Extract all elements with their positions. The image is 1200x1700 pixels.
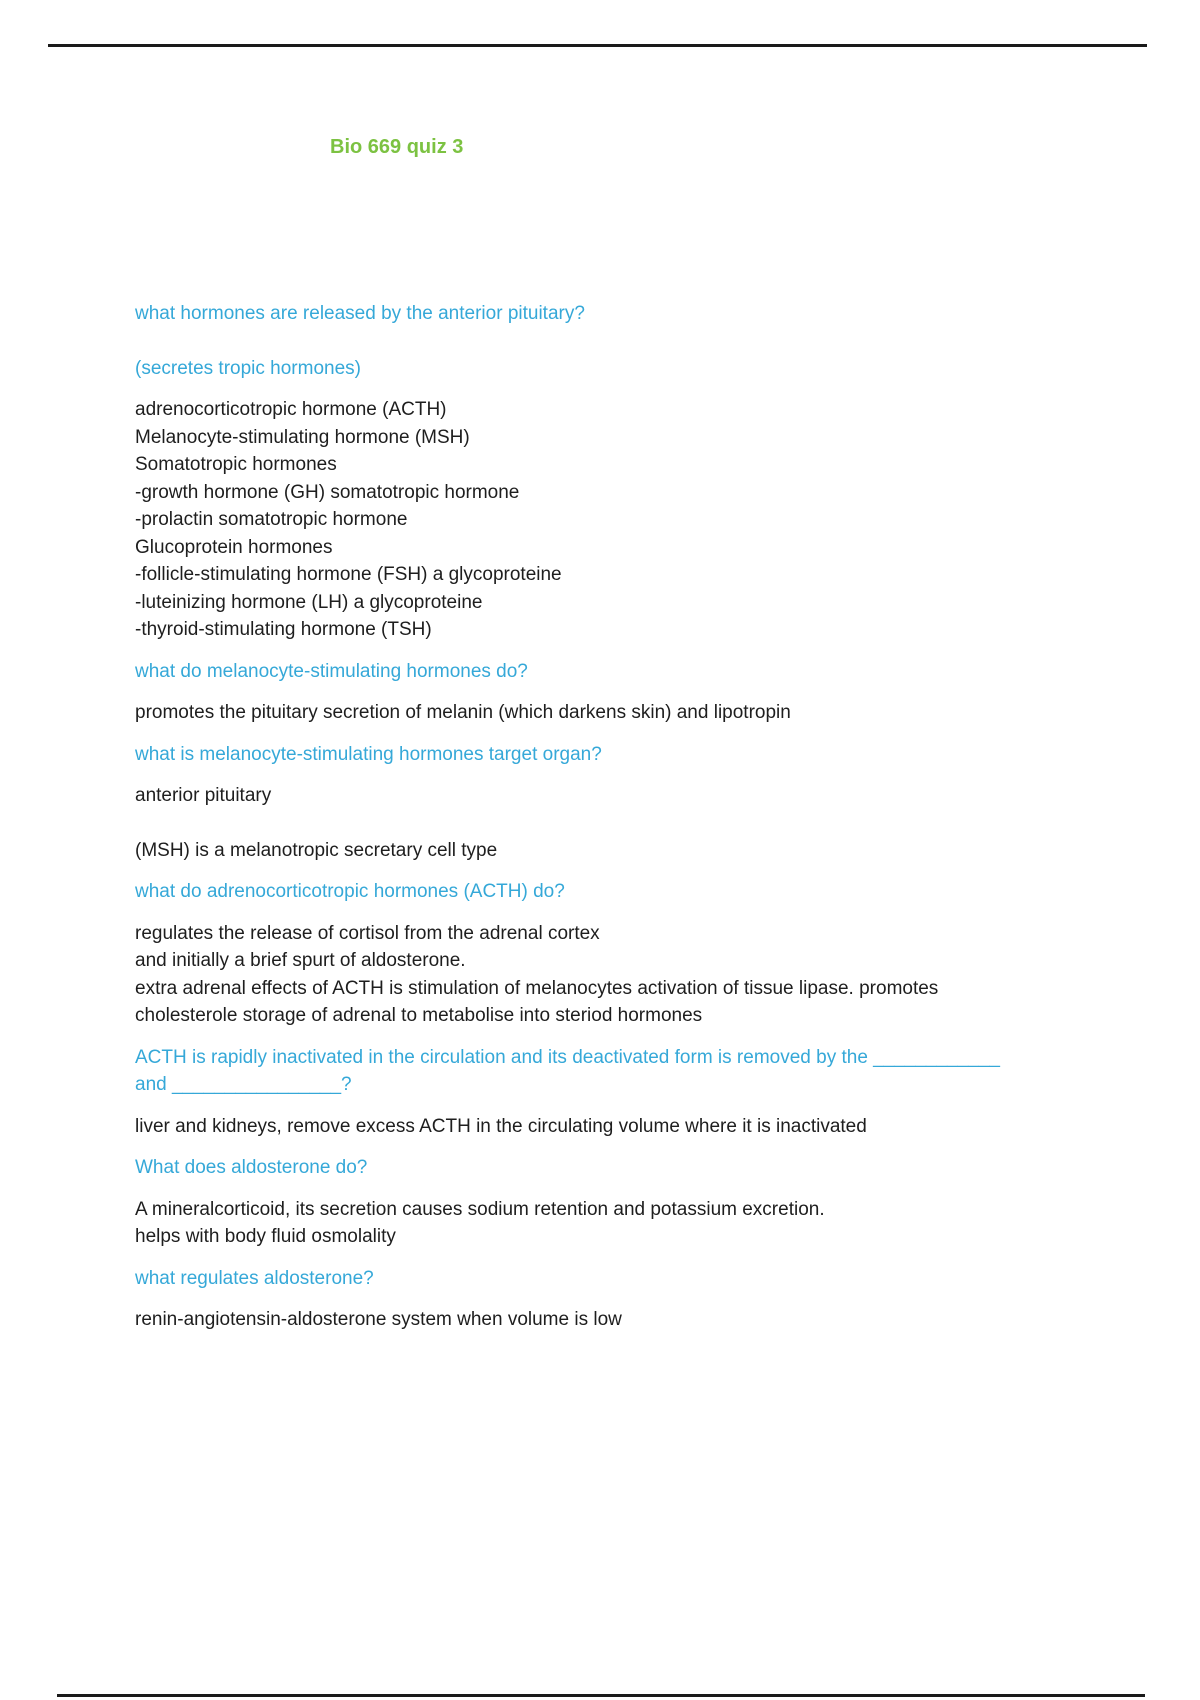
answer-line: anterior pituitary [135, 785, 272, 806]
answer-block [135, 1113, 1145, 1141]
answer-line: extra adrenal effects of ACTH is stimulation of melanocytes activation of tissue lipase. promotes [135, 977, 939, 999]
answer-line: promotes the pituitary secretion of melanin (which darkens skin) and lipotropin [135, 702, 791, 723]
answer-line: -prolactin somatotropic hormone [135, 509, 408, 530]
answer-block [135, 1196, 1145, 1251]
answer-block [135, 920, 1145, 1030]
question-line: and ________________? [135, 1074, 352, 1095]
question-block [135, 355, 1145, 383]
qa-content [135, 300, 1145, 1348]
question-block [135, 878, 1145, 906]
question-line: (secretes tropic hormones) [135, 357, 361, 379]
answer-block [135, 396, 1145, 644]
question-block [135, 1044, 1145, 1099]
answer-line: -growth hormone (GH) somatotropic hormone [135, 481, 520, 503]
answer-line: liver and kidneys, remove excess ACTH in the circulating volume where it is inactivated [135, 1115, 867, 1137]
question-line: what do adrenocorticotropic hormones (ACTH) do? [135, 881, 565, 902]
question-line: what is melanocyte-stimulating hormones target organ? [135, 743, 602, 765]
answer-line: helps with body fluid osmolality [135, 1226, 396, 1247]
answer-line: -follicle-stimulating hormone (FSH) a glycoproteine [135, 564, 562, 585]
bottom-rule [57, 1694, 1145, 1697]
question-line: What does aldosterone do? [135, 1157, 368, 1178]
document-title: Bio 669 quiz 3 [330, 136, 464, 158]
answer-block [135, 699, 1145, 727]
answer-line: cholesterole storage of adrenal to metabolise into steriod hormones [135, 1005, 703, 1026]
question-block [135, 1154, 1145, 1182]
question-line: what hormones are released by the anterior pituitary? [135, 303, 585, 324]
top-rule [48, 44, 1147, 47]
answer-line: and initially a brief spurt of aldosterone. [135, 950, 466, 971]
question-line: what do melanocyte-stimulating hormones do? [135, 660, 528, 682]
answer-line: regulates the release of cortisol from the adrenal cortex [135, 922, 600, 944]
question-line: what regulates aldosterone? [135, 1267, 374, 1289]
answer-block [135, 1306, 1145, 1334]
answer-line: A mineralcorticoid, its secretion causes sodium retention and potassium excretion. [135, 1198, 825, 1220]
answer-line: (MSH) is a melanotropic secretary cell type [135, 839, 498, 861]
answer-line: -thyroid-stimulating hormone (TSH) [135, 619, 432, 640]
answer-block [135, 837, 1145, 865]
question-block [135, 1265, 1145, 1293]
question-block [135, 741, 1145, 769]
answer-line: Melanocyte-stimulating hormone (MSH) [135, 426, 470, 448]
question-line: ACTH is rapidly inactivated in the circulation and its deactivated form is removed by the ____________ [135, 1046, 1000, 1068]
answer-line: Somatotropic hormones [135, 454, 337, 475]
answer-line: renin-angiotensin-aldosterone system when volume is low [135, 1309, 622, 1330]
answer-line: Glucoprotein hormones [135, 536, 333, 558]
answer-line: -luteinizing hormone (LH) a glycoproteine [135, 591, 483, 613]
answer-block [135, 782, 1145, 810]
question-block [135, 300, 1145, 328]
answer-line: adrenocorticotropic hormone (ACTH) [135, 399, 447, 420]
question-block [135, 658, 1145, 686]
